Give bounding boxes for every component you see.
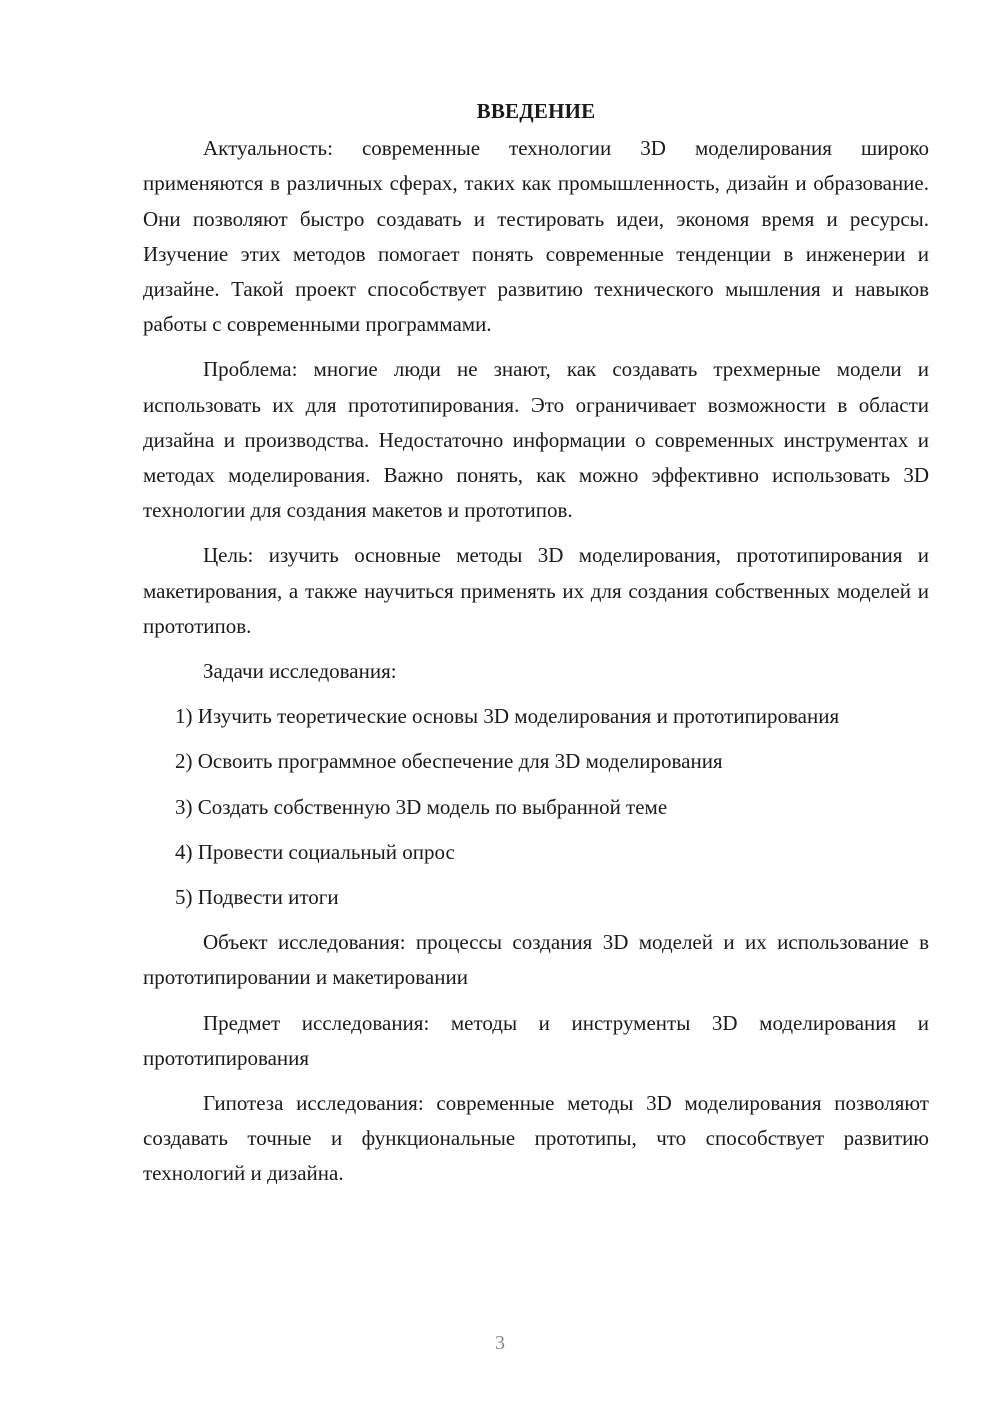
task-item-2: 2) Освоить программное обеспечение для 3D моделирования bbox=[175, 749, 723, 774]
tasks-title: Задачи исследования: bbox=[203, 659, 397, 684]
paragraph-object: Объект исследования: процессы создания 3D моделей и их использование в прототипировании и макетировании bbox=[143, 930, 929, 990]
task-item-4: 4) Провести социальный опрос bbox=[175, 839, 455, 864]
paragraph-hypothesis: Гипотеза исследования: современные методы 3D моделирования позволяют создавать точные и функциональные прототипы, что способствует развитию технологий и дизайна. bbox=[143, 1091, 929, 1186]
task-item-1: 1) Изучить теоретические основы 3D моделирования и прототипирования bbox=[175, 704, 840, 729]
page-number: 3 bbox=[495, 1332, 505, 1354]
task-item-3: 3) Создать собственную 3D модель по выбранной теме bbox=[175, 794, 668, 819]
paragraph-goal: Цель: изучить основные методы 3D моделирования, прототипирования и макетирования, а также научиться применять их для создания собственных моделей и прототипов. bbox=[143, 543, 929, 638]
document-page bbox=[143, 94, 929, 1202]
paragraph-problem: Проблема: многие люди не знают, как создавать трехмерные модели и использовать их для прототипирования. Это ограничивает возможности в области дизайна и производства. Недостаточно информации о современных инструментах и методах моделирования. Важно понять, как можно эффективно использовать 3D технологии для создания макетов и прототипов. bbox=[143, 357, 929, 523]
paragraph-subject: Предмет исследования: методы и инструменты 3D моделирования и прототипирования bbox=[143, 1010, 929, 1070]
tasks-list bbox=[143, 699, 929, 915]
task-item-5: 5) Подвести итоги bbox=[175, 885, 339, 910]
section-heading: ВВЕДЕНИЕ bbox=[476, 99, 596, 123]
paragraph-relevance: Актуальность: современные технологии 3D моделирования широко применяются в различных сферах, таких как промышленность, дизайн и образование. Они позволяют быстро создавать и тестировать идеи, экономя время и ресурсы. Изучение этих методов помогает понять современные тенденции в инженерии и дизайне. Такой проект способствует развитию технического мышления и навыков работы с современными программами. bbox=[143, 136, 929, 337]
